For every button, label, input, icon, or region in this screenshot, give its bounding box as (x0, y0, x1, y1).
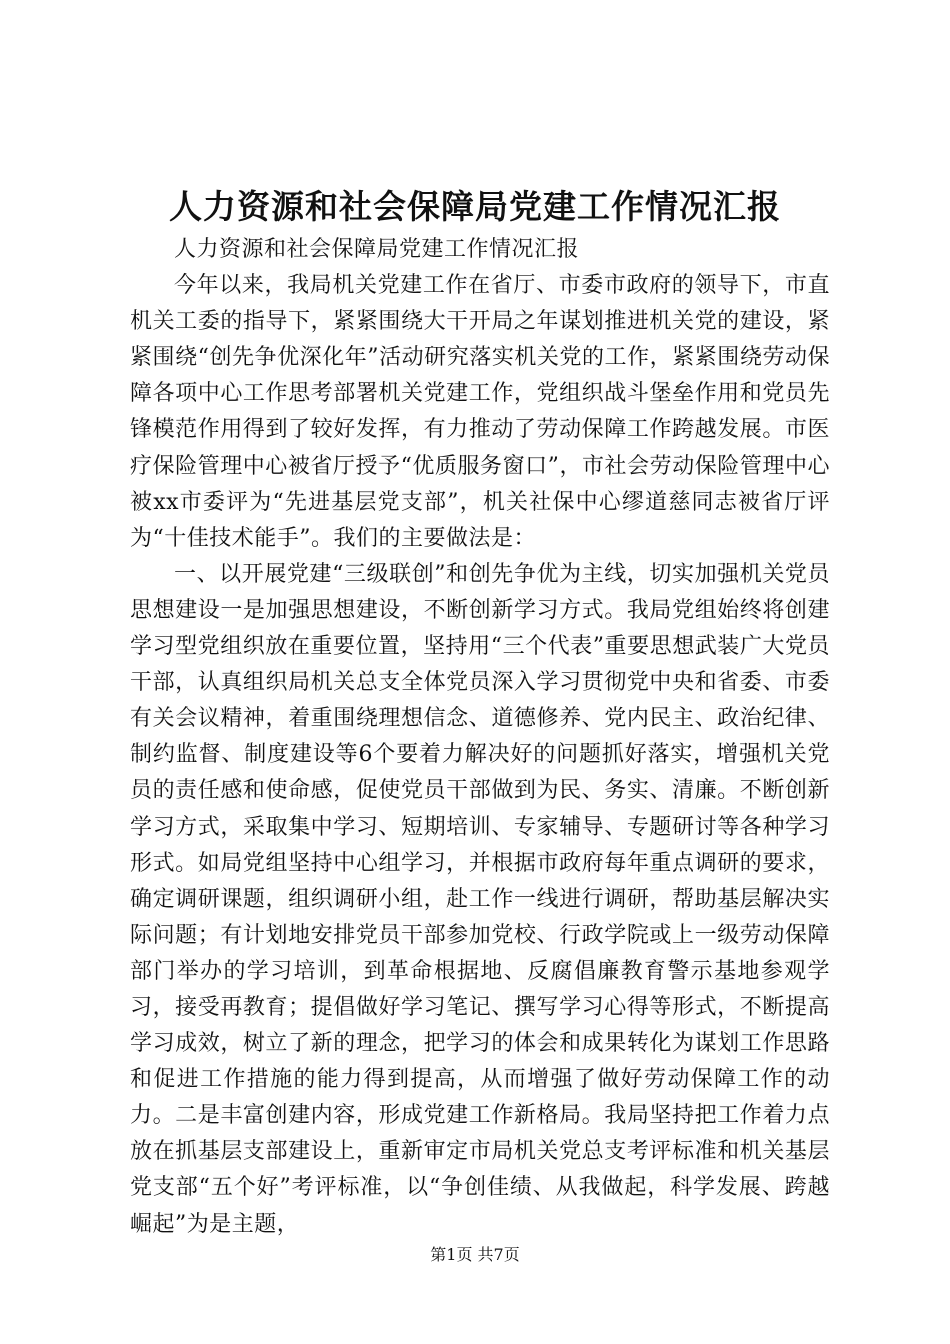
document-title: 人力资源和社会保障局党建工作情况汇报 (169, 187, 781, 226)
section-one-paragraph: 一、以开展党建“三级联创”和创先争优为主线，切实加强机关党员思想建设一是加强思想建设，不断创新学习方式。我局党组始终将创建学习型党组织放在重要位置，坚持用“三个代表”重要思想武装广大党员干部，认真组织局机关总支全体党员深入学习贯彻党中央和省委、市委有关会议精神，着重围绕理想信念、道德修养、党内民主、政治纪律、制约监督、制度建设等6个要着力解决好的问题抓好落实，增强机关党员的责任感和使命感，促使党员干部做到为民、务实、清廉。不断创新学习方式，采取集中学习、短期培训、专家辅导、专题研讨等各种学习形式。如局党组坚持中心组学习，并根据市政府每年重点调研的要求，确定调研课题，组织调研小组，赴工作一线进行调研，帮助基层解决实际问题；有计划地安排党员干部参加党校、行政学院或上一级劳动保障部门举办的学习培训，到革命根据地、反腐倡廉教育警示基地参观学习，接受再教育；提倡做好学习笔记、撰写学习心得等形式，不断提高学习成效，树立了新的理念，把学习的体会和成果转化为谋划工作思路和促进工作措施的能力得到提高，从而增强了做好劳动保障工作的动力。二是丰富创建内容，形成党建工作新格局。我局坚持把工作着力点放在抓基层支部建设上，重新审定市局机关党总支考评标准和机关基层党支部“五个好”考评标准，以“争创佳绩、从我做起，科学发展、跨越崛起”为是主题， (130, 561, 830, 1237)
document-body (130, 232, 830, 1243)
page-number-footer: 第1页 共7页 (430, 1245, 520, 1264)
subtitle-paragraph: 人力资源和社会保障局党建工作情况汇报 (174, 237, 580, 262)
intro-paragraph: 今年以来，我局机关党建工作在省厅、市委市政府的领导下，市直机关工委的指导下，紧紧围绕大干开局之年谋划推进机关党的建设，紧紧围绕“创先争优深化年”活动研究落实机关党的工作，紧紧围绕劳动保障各项中心工作思考部署机关党建工作，党组织战斗堡垒作用和党员先锋模范作用得到了较好发挥，有力推动了劳动保障工作跨越发展。市医疗保险管理中心被省厅授予“优质服务窗口”，市社会劳动保险管理中心被xx市委评为“先进基层党支部”，机关社保中心缪道慈同志被省厅评为“十佳技术能手”。我们的主要做法是： (130, 273, 830, 551)
